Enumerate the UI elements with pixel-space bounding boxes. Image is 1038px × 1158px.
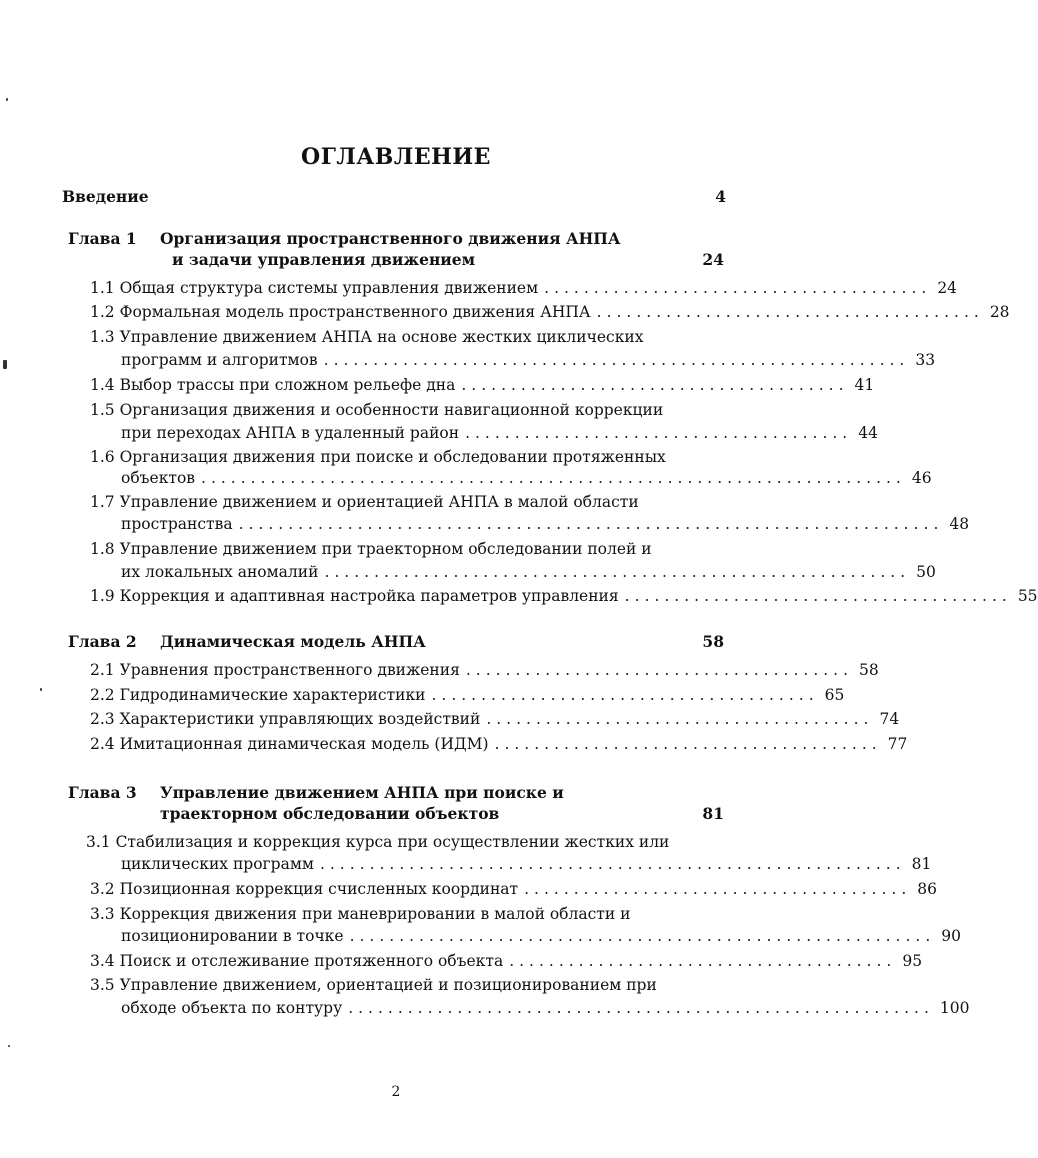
entry-page: 41 xyxy=(854,376,875,394)
leader: ....................................... xyxy=(465,661,854,679)
leader: ....................................... xyxy=(494,735,882,753)
toc-entry xyxy=(90,976,657,994)
entry-page: 28 xyxy=(989,303,1010,321)
toc-entry xyxy=(90,686,845,704)
leader: ....................................... xyxy=(486,710,874,728)
chapter-1-heading xyxy=(68,229,621,248)
toc-entry xyxy=(90,401,663,419)
toc-entry-cont xyxy=(121,563,936,581)
toc-entry xyxy=(90,493,639,511)
page-number: 2 xyxy=(391,1084,401,1100)
chapter-3-heading-line2 xyxy=(160,804,724,823)
entry-page: 81 xyxy=(911,855,932,873)
toc-intro xyxy=(62,187,726,206)
toc-entry xyxy=(90,661,879,679)
chapter-title: Динамическая модель АНПА xyxy=(160,632,426,651)
toc-entry xyxy=(90,540,652,558)
page-title: ОГЛАВЛЕНИЕ xyxy=(301,144,491,170)
toc-entry-cont xyxy=(121,424,878,442)
chapter-page: 81 xyxy=(702,804,724,823)
leader: ....................................... xyxy=(596,303,984,321)
chapter-page: 58 xyxy=(702,632,724,651)
intro-page: 4 xyxy=(715,187,726,206)
entry-title-line2: обходе объекта по контуру xyxy=(121,999,343,1017)
entry-title: 1.6 Организация движения при поиске и обследовании протяженных xyxy=(90,448,666,466)
leader: ....................................................................... xyxy=(201,469,906,487)
leader: ....................................... xyxy=(509,952,897,970)
leader xyxy=(155,187,710,206)
chapter-number: Глава 3 xyxy=(68,783,137,802)
entry-title: 1.2 Формальная модель пространственного движения АНПА xyxy=(90,303,591,321)
scan-speck xyxy=(40,688,42,691)
chapter-title: Организация пространственного движения АНПА xyxy=(160,229,621,248)
toc-entry xyxy=(90,587,1038,605)
toc-entry-cont xyxy=(121,855,932,873)
scan-speck xyxy=(8,1045,10,1047)
entry-title-line2: пространства xyxy=(121,515,233,533)
entry-page: 48 xyxy=(949,515,970,533)
entry-title: 3.3 Коррекция движения при маневрировании в малой области и xyxy=(90,905,631,923)
toc-entry xyxy=(90,376,875,394)
entry-page: 55 xyxy=(1017,587,1038,605)
entry-title-line2: программ и алгоритмов xyxy=(121,351,318,369)
entry-title: 3.1 Стабилизация и коррекция курса при осуществлении жестких или xyxy=(86,833,670,851)
leader: ........................................................... xyxy=(323,351,910,369)
leader: ....................................... xyxy=(544,279,932,297)
toc-entry-cont xyxy=(121,351,936,369)
chapter-number: Глава 1 xyxy=(68,229,137,248)
entry-page: 50 xyxy=(916,563,936,581)
toc-entry xyxy=(90,303,1010,321)
entry-title: 3.2 Позиционная коррекция счисленных координат xyxy=(90,880,519,898)
entry-title: 1.1 Общая структура системы управления движением xyxy=(90,279,539,297)
scan-speck xyxy=(3,360,7,369)
entry-title: 1.8 Управление движением при траекторном обследовании полей и xyxy=(90,540,652,558)
entry-title: 3.5 Управление движением, ориентацией и позиционированием при xyxy=(90,976,657,994)
chapter-3-heading xyxy=(68,783,564,802)
chapter-title: Управление движением АНПА при поиске и xyxy=(160,783,564,802)
toc-entry xyxy=(86,833,669,851)
leader: ....................................... xyxy=(465,424,853,442)
entry-page: 74 xyxy=(879,710,900,728)
entry-title: 2.4 Имитационная динамическая модель (ИДМ) xyxy=(90,735,489,753)
chapter-page: 24 xyxy=(702,250,724,269)
toc-entry xyxy=(90,952,923,970)
entry-title: 3.4 Поиск и отслеживание протяженного объекта xyxy=(90,952,504,970)
entry-page: 33 xyxy=(915,351,936,369)
leader: ........................................................... xyxy=(324,563,911,581)
leader: ....................................................................... xyxy=(238,515,944,533)
entry-title-line2: циклических программ xyxy=(121,855,314,873)
toc-entry-cont xyxy=(121,927,961,945)
leader: ........................................................... xyxy=(348,999,934,1017)
leader: ........................................................... xyxy=(349,927,936,945)
toc-entry xyxy=(90,735,908,753)
toc-entry xyxy=(90,710,900,728)
entry-title: 1.7 Управление движением и ориентацией АНПА в малой области xyxy=(90,493,639,511)
chapter-title-line2: и задачи управления движением xyxy=(172,250,476,269)
chapter-2-heading xyxy=(68,632,724,651)
entry-page: 46 xyxy=(911,469,932,487)
intro-label: Введение xyxy=(62,187,149,206)
toc-entry-cont xyxy=(121,999,970,1017)
chapter-number: Глава 2 xyxy=(68,632,137,651)
leader: ........................................................... xyxy=(319,855,906,873)
entry-page: 58 xyxy=(859,661,879,679)
entry-page: 77 xyxy=(887,735,908,753)
entry-title: 1.3 Управление движением АНПА на основе жестких циклических xyxy=(90,328,644,346)
entry-page: 90 xyxy=(941,927,961,945)
entry-page: 86 xyxy=(917,880,937,898)
toc-entry-cont xyxy=(121,469,932,487)
toc-entry xyxy=(90,448,666,466)
toc-entry xyxy=(90,328,643,346)
entry-title: 1.9 Коррекция и адаптивная настройка параметров управления xyxy=(90,587,619,605)
leader: ....................................... xyxy=(461,376,849,394)
entry-page: 65 xyxy=(824,686,845,704)
toc-entry xyxy=(90,880,937,898)
entry-title-line2: позиционировании в точке xyxy=(121,927,344,945)
chapter-1-heading-line2 xyxy=(172,250,724,269)
chapter-title-line2: траекторном обследовании объектов xyxy=(160,804,500,823)
entry-title: 2.1 Уравнения пространственного движения xyxy=(90,661,460,679)
entry-title: 2.3 Характеристики управляющих воздействий xyxy=(90,710,481,728)
toc-entry-cont xyxy=(121,515,970,533)
entry-page: 44 xyxy=(858,424,878,442)
entry-title-line2: при переходах АНПА в удаленный район xyxy=(121,424,460,442)
scan-speck xyxy=(6,98,8,101)
leader: ....................................... xyxy=(624,587,1012,605)
entry-title-line2: объектов xyxy=(121,469,196,487)
entry-title: 1.5 Организация движения и особенности навигационной коррекции xyxy=(90,401,664,419)
entry-title-line2: их локальных аномалий xyxy=(121,563,319,581)
entry-page: 24 xyxy=(937,279,958,297)
entry-page: 100 xyxy=(939,999,970,1017)
toc-entry xyxy=(90,905,630,923)
entry-title: 1.4 Выбор трассы при сложном рельефе дна xyxy=(90,376,456,394)
leader: ....................................... xyxy=(431,686,819,704)
toc-entry xyxy=(90,279,958,297)
entry-title: 2.2 Гидродинамические характеристики xyxy=(90,686,426,704)
entry-page: 95 xyxy=(902,952,923,970)
leader: ....................................... xyxy=(524,880,912,898)
